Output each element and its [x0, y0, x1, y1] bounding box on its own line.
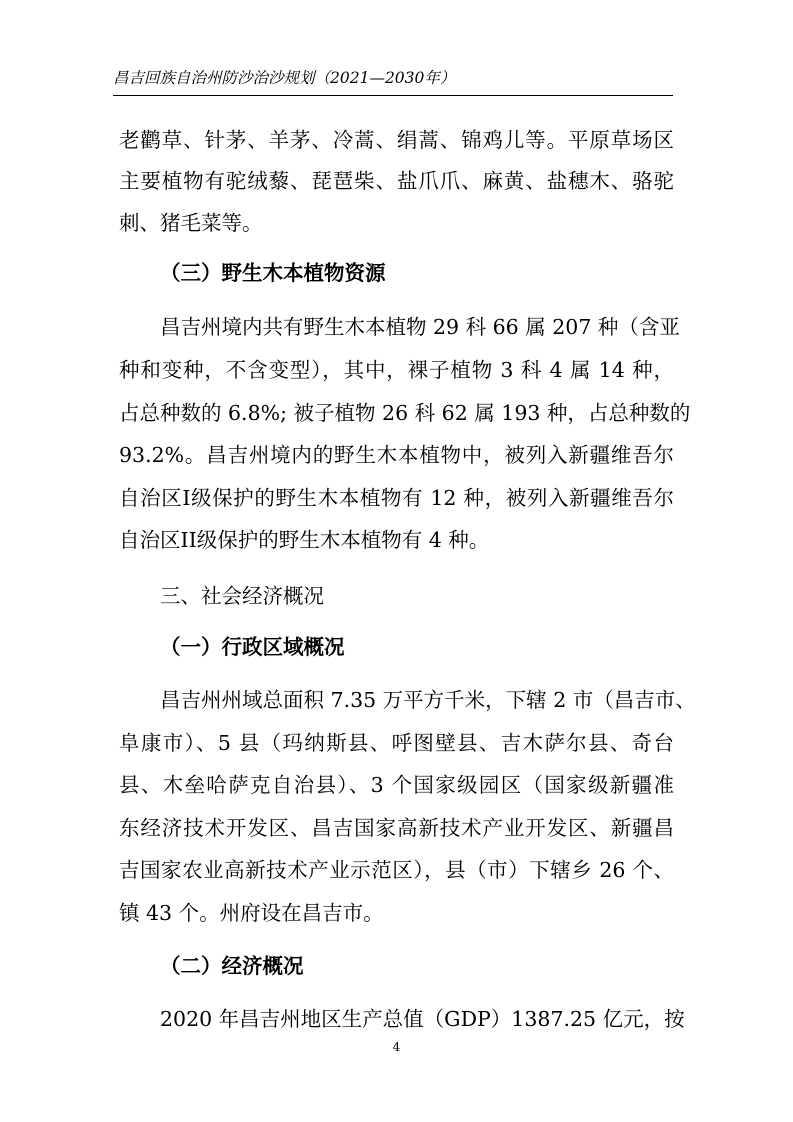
subsection-heading: （三）野生木本植物资源: [160, 261, 386, 285]
paragraph-line: 自治区II级保护的野生木本植物有 4 种。: [119, 528, 490, 552]
paragraph-line: 县、木垒哈萨克自治县）、3 个国家级园区（国家级新疆准: [119, 773, 674, 797]
paragraph-line: 刺、猪毛菜等。: [119, 211, 263, 235]
header-divider: [113, 95, 673, 96]
paragraph-line: 自治区I级保护的野生木本植物有 12 种，被列入新疆维吾尔: [119, 486, 674, 510]
paragraph-line: 东经济技术开发区、昌吉国家高新技术产业开发区、新疆昌: [119, 816, 674, 840]
subsection-heading: （二）经济概况: [160, 954, 304, 978]
paragraph-line: 昌吉州境内共有野生木本植物 29 科 66 属 207 种（含亚: [160, 315, 680, 339]
paragraph-line: 2020 年昌吉州地区生产总值（GDP）1387.25 亿元，按: [160, 1007, 685, 1031]
running-header: 昌吉回族自治州防沙治沙规划（2021—2030年）: [113, 69, 456, 87]
page-number: 4: [392, 1040, 401, 1054]
paragraph-line: 昌吉州州域总面积 7.35 万平方千米，下辖 2 市（昌吉市、: [160, 688, 696, 712]
paragraph-line: 老鹳草、针茅、羊茅、冷蒿、绢蒿、锦鸡儿等。平原草场区: [119, 128, 674, 152]
paragraph-line: 占总种数的 6.8%; 被子植物 26 科 62 属 193 种，占总种数的: [119, 401, 691, 425]
paragraph-line: 种和变种，不含变型），其中，裸子植物 3 科 4 属 14 种，: [119, 358, 674, 382]
paragraph-line: 阜康市）、5 县（玛纳斯县、呼图壁县、吉木萨尔县、奇台: [119, 731, 674, 755]
paragraph-line: 镇 43 个。州府设在昌吉市。: [119, 901, 384, 925]
paragraph-line: 主要植物有驼绒藜、琵琶柴、盐爪爪、麻黄、盐穗木、骆驼: [119, 169, 674, 193]
subsection-heading: （一）行政区域概况: [160, 635, 345, 659]
paragraph-line: 吉国家农业高新技术产业示范区），县（市）下辖乡 26 个、: [119, 858, 674, 882]
paragraph-line: 93.2%。昌吉州境内的野生木本植物中，被列入新疆维吾尔: [119, 443, 674, 467]
section-heading: 三、社会经济概况: [160, 584, 324, 608]
